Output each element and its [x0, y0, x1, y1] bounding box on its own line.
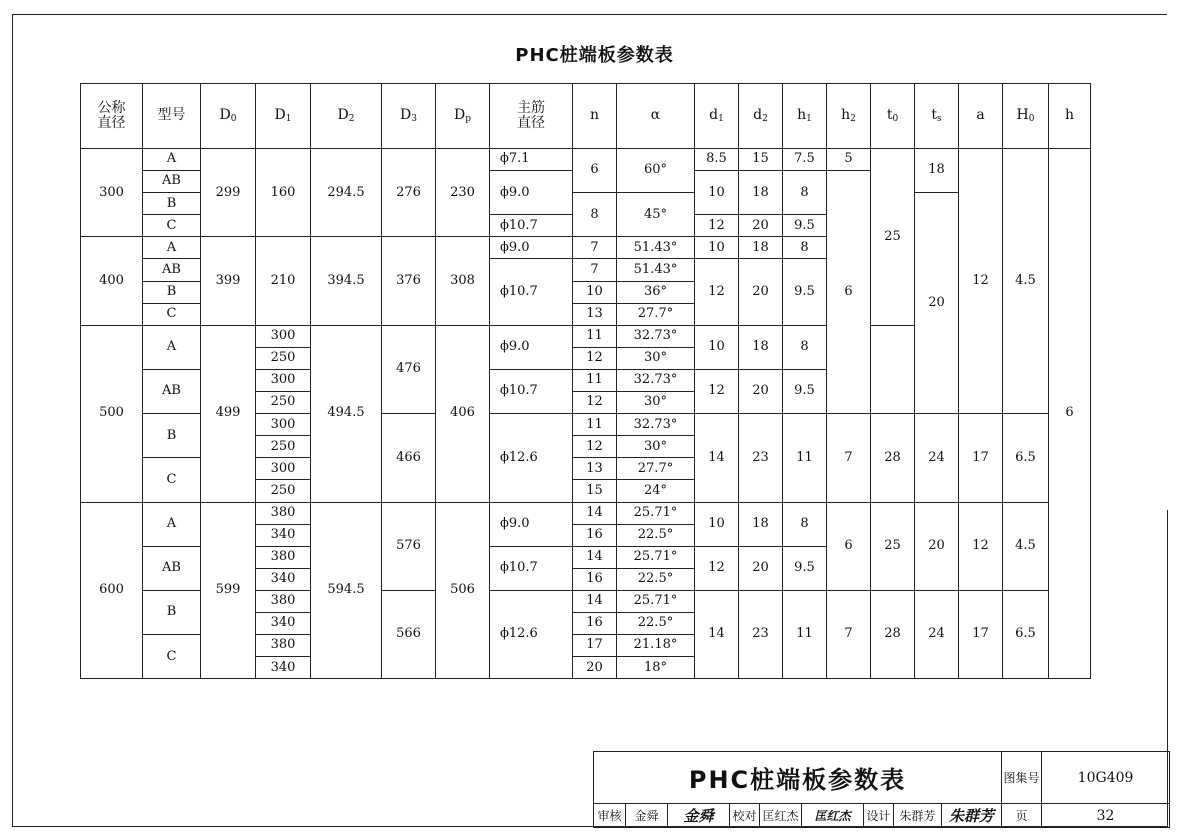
- cell-alpha: 27.7°: [617, 458, 695, 480]
- cell-n: 17: [573, 635, 617, 657]
- cell-n: 16: [573, 524, 617, 546]
- cell-dn-300: 300: [81, 149, 143, 237]
- header-nominal-diameter: 公称 直径: [81, 84, 143, 149]
- cell-model: B: [143, 590, 201, 634]
- cell-h1: 8: [783, 325, 827, 369]
- cell-main-bar: ϕ12.6: [490, 590, 573, 678]
- cell-d1: 340: [256, 524, 311, 546]
- cell-n: 12: [573, 436, 617, 458]
- cell-d3: 566: [382, 590, 436, 678]
- cell-main-bar: ϕ9.0: [490, 325, 573, 369]
- cell-d1: 300: [256, 458, 311, 480]
- cell-n: 16: [573, 612, 617, 634]
- cell-n: 12: [573, 392, 617, 414]
- cell-dn-400: 400: [81, 237, 143, 325]
- cell-n: 20: [573, 657, 617, 679]
- cell-model: A: [143, 149, 201, 171]
- cell-model: AB: [143, 171, 201, 193]
- cell-n: 7: [573, 259, 617, 281]
- header-d2: $D_2$: [311, 84, 382, 149]
- header-H0: $H_0$: [1003, 84, 1049, 149]
- cell-model: AB: [143, 369, 201, 413]
- cell-d0: 599: [201, 502, 256, 679]
- header-ts: $t_s$: [915, 84, 959, 149]
- cell-model: A: [143, 237, 201, 259]
- cell-n: 8: [573, 193, 617, 237]
- cell-d1: 380: [256, 502, 311, 524]
- cell-d1: 210: [256, 237, 311, 325]
- cell-d1: 250: [256, 436, 311, 458]
- cell-sd1: 14: [695, 414, 739, 502]
- cell-d2: 494.5: [311, 325, 382, 502]
- cell-h2: 7: [827, 590, 871, 678]
- header-dp: $D_p$: [436, 84, 490, 149]
- review-signature: 金舜: [668, 804, 730, 828]
- cell-model: B: [143, 414, 201, 458]
- cell-n: 11: [573, 414, 617, 436]
- cell-d1: 300: [256, 414, 311, 436]
- cell-main-bar: ϕ10.7: [490, 546, 573, 590]
- design-label: 设计: [864, 804, 894, 828]
- cell-H0: 6.5: [1003, 414, 1049, 502]
- cell-alpha: 36°: [617, 281, 695, 303]
- cell-model: A: [143, 325, 201, 369]
- cell-h2: 7: [827, 414, 871, 502]
- cell-d2: 394.5: [311, 237, 382, 325]
- cell-main-bar: ϕ9.0: [490, 237, 573, 259]
- cell-alpha: 22.5°: [617, 612, 695, 634]
- title-block-table: [593, 751, 1170, 828]
- cell-main-bar: ϕ9.0: [490, 171, 573, 215]
- cell-dn-500: 500: [81, 325, 143, 502]
- cell-d2: 294.5: [311, 149, 382, 237]
- cell-a: 17: [959, 414, 1003, 502]
- cell-n: 14: [573, 590, 617, 612]
- review-label: 审核: [594, 804, 626, 828]
- cell-a: 12: [959, 502, 1003, 590]
- cell-h1: 9.5: [783, 369, 827, 413]
- cell-alpha: 32.73°: [617, 325, 695, 347]
- title-block-title: PHC桩端板参数表: [594, 752, 1002, 804]
- cell-n: 10: [573, 281, 617, 303]
- cell-sd1: 12: [695, 369, 739, 413]
- cell-sd2: 18: [739, 502, 783, 546]
- cell-d1: 300: [256, 325, 311, 347]
- cell-alpha: 30°: [617, 436, 695, 458]
- atlas-number: 10G409: [1042, 752, 1170, 804]
- cell-d1: 340: [256, 657, 311, 679]
- frame-left-line: [12, 14, 13, 826]
- cell-sd1: 12: [695, 259, 739, 325]
- cell-sd2: 20: [739, 546, 783, 590]
- cell-d3: 576: [382, 502, 436, 590]
- header-d3: $D_3$: [382, 84, 436, 149]
- cell-model: B: [143, 193, 201, 215]
- cell-n: 14: [573, 502, 617, 524]
- cell-model: C: [143, 635, 201, 679]
- title-block: [593, 751, 1169, 827]
- header-a: a: [959, 84, 1003, 149]
- header-n: n: [573, 84, 617, 149]
- cell-d1: 300: [256, 369, 311, 391]
- cell-dp: 230: [436, 149, 490, 237]
- cell-d3: 376: [382, 237, 436, 325]
- cell-n: 11: [573, 325, 617, 347]
- cell-d2: 594.5: [311, 502, 382, 679]
- cell-sd1: 14: [695, 590, 739, 678]
- cell-H0-upper: 4.5: [1003, 149, 1049, 414]
- cell-H0: 6.5: [1003, 590, 1049, 678]
- table-row: [81, 149, 1091, 171]
- cell-sd2: 18: [739, 237, 783, 259]
- cell-sd1: 10: [695, 502, 739, 546]
- cell-alpha: 24°: [617, 480, 695, 502]
- cell-ts: 20: [915, 502, 959, 590]
- cell-model: B: [143, 281, 201, 303]
- cell-dp: 406: [436, 325, 490, 502]
- atlas-label: 图集号: [1002, 752, 1042, 804]
- cell-sd2: 15: [739, 149, 783, 171]
- cell-a-upper: 12: [959, 149, 1003, 414]
- cell-model: C: [143, 303, 201, 325]
- cell-dn-600: 600: [81, 502, 143, 679]
- cell-t0-upper: 25: [871, 149, 915, 326]
- table-row: [81, 502, 1091, 524]
- cell-dp: 506: [436, 502, 490, 679]
- header-row: [81, 84, 1091, 149]
- cell-sd2: 20: [739, 215, 783, 237]
- cell-main-bar: ϕ10.7: [490, 259, 573, 325]
- design-signature: 朱群芳: [942, 804, 1002, 828]
- cell-n: 12: [573, 347, 617, 369]
- cell-alpha: 21.18°: [617, 635, 695, 657]
- header-sd1: $d_1$: [695, 84, 739, 149]
- header-h2: $h_2$: [827, 84, 871, 149]
- cell-ts-upper: 20: [915, 193, 959, 414]
- cell-sd1: 12: [695, 546, 739, 590]
- cell-sd1: 8.5: [695, 149, 739, 171]
- cell-n: 11: [573, 369, 617, 391]
- cell-h1: 11: [783, 414, 827, 502]
- cell-model: A: [143, 502, 201, 546]
- cell-n: 13: [573, 303, 617, 325]
- cell-main-bar: ϕ9.0: [490, 502, 573, 546]
- cell-n: 16: [573, 568, 617, 590]
- cell-d1: 380: [256, 635, 311, 657]
- cell-d1: 160: [256, 149, 311, 237]
- cell-d1: 250: [256, 392, 311, 414]
- page-number: 32: [1042, 804, 1170, 828]
- cell-alpha: 45°: [617, 193, 695, 237]
- cell-ts: 24: [915, 590, 959, 678]
- header-d0: $D_0$: [201, 84, 256, 149]
- cell-sd1: 10: [695, 237, 739, 259]
- cell-model: C: [143, 215, 201, 237]
- cell-model: AB: [143, 546, 201, 590]
- header-t0: $t_0$: [871, 84, 915, 149]
- cell-sd2: 20: [739, 259, 783, 325]
- cell-h2-upper: 6: [827, 171, 871, 414]
- cell-dp: 308: [436, 237, 490, 325]
- cell-t0: 28: [871, 414, 915, 502]
- cell-a: 17: [959, 590, 1003, 678]
- cell-h1: 8: [783, 171, 827, 215]
- check-name: 匡红杰: [760, 804, 802, 828]
- cell-alpha: 51.43°: [617, 237, 695, 259]
- header-sd2: $d_2$: [739, 84, 783, 149]
- cell-h-all: 6: [1049, 149, 1091, 679]
- cell-t0: 28: [871, 590, 915, 678]
- cell-h1: 9.5: [783, 215, 827, 237]
- check-signature: 匡红杰: [802, 804, 864, 828]
- cell-sd2: 23: [739, 590, 783, 678]
- header-h1: $h_1$: [783, 84, 827, 149]
- cell-alpha: 30°: [617, 347, 695, 369]
- page-title: PHC桩端板参数表: [515, 45, 674, 66]
- cell-alpha: 30°: [617, 392, 695, 414]
- cell-sd2: 23: [739, 414, 783, 502]
- cell-d1: 340: [256, 568, 311, 590]
- cell-alpha: 18°: [617, 657, 695, 679]
- cell-d1: 250: [256, 480, 311, 502]
- cell-n: 7: [573, 237, 617, 259]
- cell-main-bar: ϕ10.7: [490, 369, 573, 413]
- cell-d3: 276: [382, 149, 436, 237]
- header-model: 型号: [143, 84, 201, 149]
- cell-alpha: 25.71°: [617, 502, 695, 524]
- cell-alpha: 60°: [617, 149, 695, 193]
- cell-d1: 380: [256, 590, 311, 612]
- header-h: h: [1049, 84, 1091, 149]
- parameter-table: [80, 83, 1091, 679]
- header-alpha: α: [617, 84, 695, 149]
- cell-sd1: 12: [695, 215, 739, 237]
- cell-sd1: 10: [695, 325, 739, 369]
- cell-main-bar: ϕ7.1: [490, 149, 573, 171]
- check-label: 校对: [730, 804, 760, 828]
- cell-alpha: 25.71°: [617, 546, 695, 568]
- cell-h1: 11: [783, 590, 827, 678]
- cell-alpha: 25.71°: [617, 590, 695, 612]
- cell-d0: 399: [201, 237, 256, 325]
- cell-alpha: 22.5°: [617, 524, 695, 546]
- cell-h2: 6: [827, 502, 871, 590]
- cell-n: 15: [573, 480, 617, 502]
- cell-h1: 9.5: [783, 546, 827, 590]
- cell-alpha: 32.73°: [617, 369, 695, 391]
- cell-d1: 380: [256, 546, 311, 568]
- cell-h1: 8: [783, 502, 827, 546]
- review-name: 金舜: [626, 804, 668, 828]
- cell-h2: 5: [827, 149, 871, 171]
- cell-n: 13: [573, 458, 617, 480]
- cell-ts: 24: [915, 414, 959, 502]
- cell-alpha: 22.5°: [617, 568, 695, 590]
- page-label: 页: [1002, 804, 1042, 828]
- title-block-sign-row: [594, 804, 1170, 828]
- cell-d3: 476: [382, 325, 436, 413]
- cell-sd2: 18: [739, 325, 783, 369]
- cell-h1: 8: [783, 237, 827, 259]
- cell-alpha: 51.43°: [617, 259, 695, 281]
- design-name: 朱群芳: [894, 804, 942, 828]
- cell-d3: 466: [382, 414, 436, 502]
- cell-t0: 25: [871, 502, 915, 590]
- header-d1: $D_1$: [256, 84, 311, 149]
- cell-h1: 9.5: [783, 259, 827, 325]
- cell-h1: 7.5: [783, 149, 827, 171]
- header-main-bar: 主筋 直径: [490, 84, 573, 149]
- cell-sd1: 10: [695, 171, 739, 215]
- cell-model: AB: [143, 259, 201, 281]
- cell-n: 6: [573, 149, 617, 193]
- cell-alpha: 32.73°: [617, 414, 695, 436]
- frame-top-line: [12, 14, 1167, 15]
- cell-sd2: 18: [739, 171, 783, 215]
- cell-d1: 250: [256, 347, 311, 369]
- cell-n: 14: [573, 546, 617, 568]
- cell-d0: 499: [201, 325, 256, 502]
- cell-ts: 18: [915, 149, 959, 193]
- cell-model: C: [143, 458, 201, 502]
- cell-main-bar: ϕ12.6: [490, 414, 573, 502]
- cell-d0: 299: [201, 149, 256, 237]
- cell-sd2: 20: [739, 369, 783, 413]
- cell-main-bar: ϕ10.7: [490, 215, 573, 237]
- cell-alpha: 27.7°: [617, 303, 695, 325]
- cell-d1: 340: [256, 612, 311, 634]
- cell-H0: 4.5: [1003, 502, 1049, 590]
- title-block-top-row: [594, 752, 1170, 804]
